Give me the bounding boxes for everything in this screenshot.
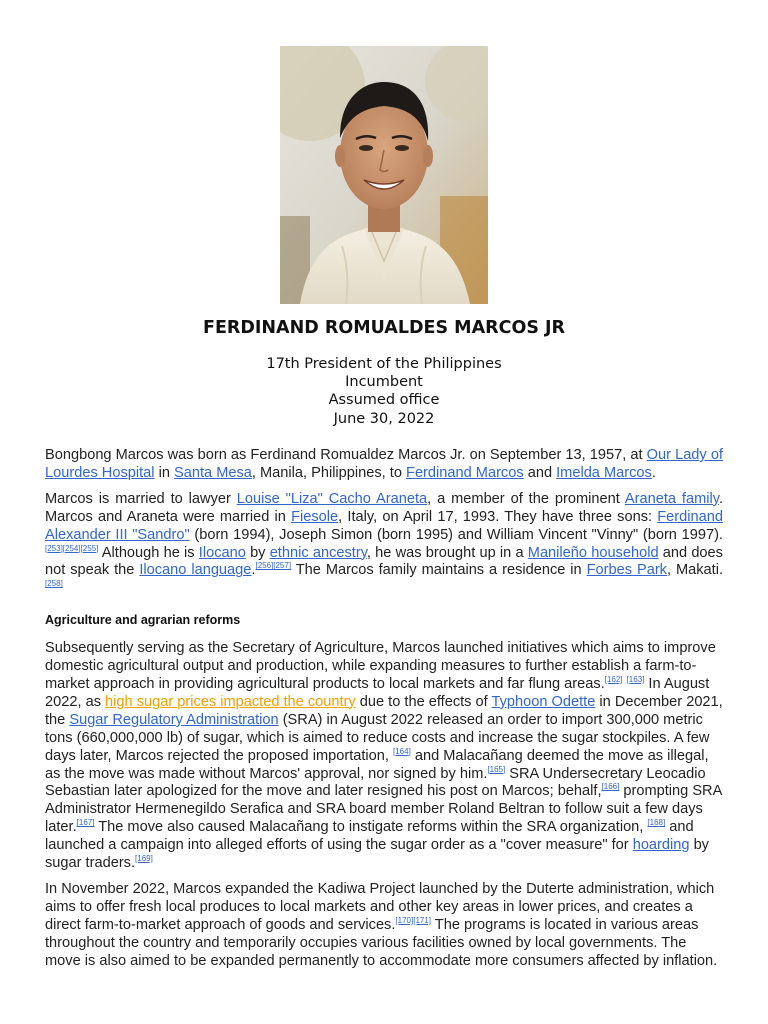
paragraph-agriculture — [45, 640, 723, 873]
text: (born 1994), Joseph Simon (born 1995) and William Vincent "Vinny" (born 1997). — [189, 526, 723, 543]
portrait-photo — [280, 46, 488, 304]
text: , Makati. — [666, 562, 724, 579]
article-body — [45, 447, 723, 978]
link-ilocano[interactable]: Ilocano — [198, 544, 246, 561]
citation-167[interactable]: [167] — [76, 818, 95, 828]
link-fiesole[interactable]: Fiesole — [291, 508, 339, 525]
citation-168[interactable]: [168] — [647, 818, 666, 828]
text: , a member of the prominent — [427, 490, 625, 507]
text: . — [651, 464, 656, 481]
text: , Italy, on April 17, 1993. They have three sons: — [338, 508, 658, 525]
citation-162[interactable]: [162] — [604, 674, 623, 684]
citation-170-171[interactable]: [170][171] — [395, 915, 432, 925]
link-our-lady-of-lourdes-hospital[interactable]: Our Lady of Lourdes Hospital — [45, 447, 723, 481]
link-araneta-family[interactable]: Araneta family — [624, 490, 719, 507]
text: . Marcos and Araneta were married in — [45, 490, 723, 525]
citation-166[interactable]: [166] — [601, 782, 620, 792]
text: In November 2022, Marcos expanded the Kadiwa Project launched by the Duterte administration, which aims to offer fresh local produces to local markets and other key areas in lower prices, and creates a direct farm-to-market approach of goods and services. — [45, 880, 715, 933]
citation-256-257[interactable]: [256][257] — [255, 561, 292, 571]
link-santa-mesa[interactable]: Santa Mesa — [174, 464, 252, 481]
citation-163[interactable]: [163] — [626, 674, 645, 684]
link-liza-araneta[interactable]: Louise "Liza" Cacho Araneta — [236, 490, 428, 507]
page-title: FERDINAND ROMUALDES MARCOS JR — [202, 318, 566, 338]
office-status: Incumbent — [345, 374, 423, 391]
text: due to the effects of — [355, 693, 492, 710]
portrait-image — [280, 46, 488, 304]
text: and Malacañang deemed the move as illegal, as the move was made without Marcos' approval, nor signed by him. — [45, 747, 709, 782]
citation-169[interactable]: [169] — [135, 854, 153, 864]
link-ilocano-language[interactable]: Ilocano language — [139, 562, 252, 579]
citation-258[interactable]: [258] — [45, 579, 63, 589]
citation-253-255[interactable]: [253][254][255] — [45, 543, 99, 553]
text: in December 2021, the — [45, 693, 723, 728]
office-title: 17th President of the Philippines — [266, 356, 502, 372]
link-high-sugar-prices[interactable]: high sugar prices impacted the country — [105, 693, 356, 710]
assumed-office-label: Assumed office — [328, 392, 440, 409]
text: Marcos is married to lawyer — [45, 490, 237, 507]
text: In August 2022, as — [45, 675, 710, 710]
text: , Manila, Philippines, to — [251, 464, 407, 481]
text: and does not speak the — [45, 544, 723, 579]
text: Subsequently serving as the Secretary of Agriculture, Marcos launched initiatives which aims to improve domestic agricultural output and production, while expanding measures to further establish a farm-to-market approach in providing agricultural products to local markets and far flung areas. — [45, 640, 716, 692]
text: , he was brought up in a — [366, 544, 528, 561]
section-heading: Agriculture and agrarian reforms — [45, 613, 241, 628]
link-imelda-marcos[interactable]: Imelda Marcos — [556, 464, 652, 481]
paragraph-family — [45, 491, 723, 598]
link-ethnic-ancestry[interactable]: ethnic ancestry — [269, 544, 367, 561]
paragraph-early-life — [45, 447, 723, 483]
paragraph-kadiwa — [45, 881, 723, 971]
text: and launched a campaign into alleged efforts of using the sugar order as a "cover measure" for — [45, 819, 694, 854]
text: The move also caused Malacañang to instigate reforms within the SRA organization, — [94, 819, 648, 836]
link-hoarding[interactable]: hoarding — [632, 837, 690, 854]
text: SRA Undersecretary Leocadio Sebastian later apologized for the move and later resigned his post on Marcos; behalf, — [45, 765, 706, 800]
text: . — [251, 562, 256, 579]
text: (SRA) in August 2022 released an order to import 300,000 metric tons (660,000,000 lb) of sugar, which is aimed to reduce costs and increase the sugar stockpiles. A few days later, Marcos rejected the proposed importation, — [45, 711, 710, 764]
text: by sugar traders. — [45, 837, 709, 872]
text: and — [523, 464, 557, 481]
link-ferdinand-marcos[interactable]: Ferdinand Marcos — [406, 464, 524, 481]
link-sandro-marcos[interactable]: Ferdinand Alexander III "Sandro" — [45, 508, 723, 543]
text: by — [245, 544, 270, 561]
text: The programs is located in various areas throughout the country and temporarily occupies various facilities owned by local governments. The move is also aimed to be expanded permanently to accommodate more consumers affected by inflation. — [45, 916, 718, 969]
text: Although he is — [98, 544, 199, 561]
citation-165[interactable]: [165] — [487, 764, 506, 774]
text: The Marcos family maintains a residence in — [291, 562, 587, 579]
text: in — [154, 464, 174, 481]
assumed-office-date: June 30, 2022 — [333, 410, 435, 427]
link-typhoon-odette[interactable]: Typhoon Odette — [491, 693, 596, 710]
link-manileno-household[interactable]: Manileño household — [527, 544, 659, 561]
infobox — [0, 355, 768, 428]
link-sugar-regulatory-administration[interactable]: Sugar Regulatory Administration — [69, 711, 279, 728]
link-forbes-park[interactable]: Forbes Park — [586, 562, 667, 579]
text: Bongbong Marcos was born as Ferdinand Romualdez Marcos Jr. on September 13, 1957, at — [45, 447, 647, 463]
citation-164[interactable]: [164] — [393, 746, 411, 756]
text: prompting SRA Administrator Hermenegildo Serafica and SRA board member Roland Beltran to follow suit a few days later. — [45, 783, 722, 836]
